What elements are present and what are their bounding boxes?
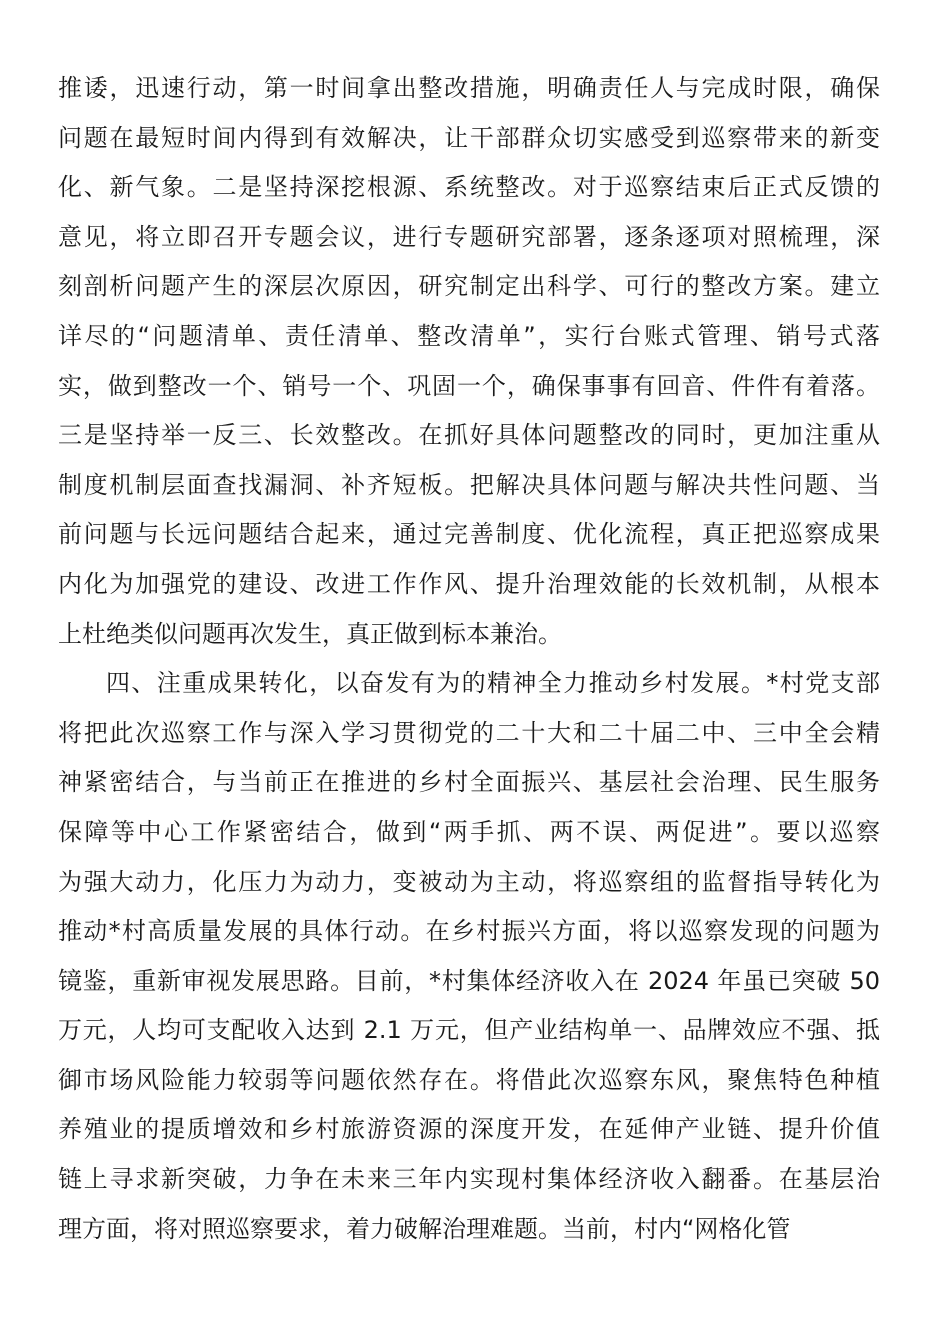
paragraph-rectification bbox=[58, 64, 880, 659]
text-line: 万元，人均可支配收入达到 2.1 万元，但产业结构单一、品牌效应不强、抵 bbox=[58, 1016, 880, 1045]
text-line: 理方面，将对照巡察要求，着力破解治理难题。当前，村内“网格化管 bbox=[58, 1214, 791, 1243]
text-line: 详尽的“问题清单、责任清单、整改清单”，实行台账式管理、销号式落 bbox=[58, 321, 880, 350]
text-line: 三是坚持举一反三、长效整改。在抓好具体问题整改的同时，更加注重从 bbox=[58, 421, 880, 450]
section-heading-line: 四、注重成果转化，以奋发有为的精神全力推动乡村发展。*村党支部 bbox=[106, 669, 880, 698]
text-line: 将把此次巡察工作与深入学习贯彻党的二十大和二十届二中、三中全会精 bbox=[58, 718, 880, 747]
text-line: 上杜绝类似问题再次发生，真正做到标本兼治。 bbox=[58, 619, 562, 648]
paragraph-achievement-transformation bbox=[58, 659, 880, 1254]
text-line: 推动*村高质量发展的具体行动。在乡村振兴方面，将以巡察发现的问题为 bbox=[58, 917, 880, 946]
text-line: 刻剖析问题产生的深层次原因，研究制定出科学、可行的整改方案。建立 bbox=[58, 272, 880, 301]
document-page bbox=[58, 64, 880, 1254]
text-line: 神紧密结合，与当前正在推进的乡村全面振兴、基层社会治理、民生服务 bbox=[58, 768, 880, 797]
text-line: 化、新气象。二是坚持深挖根源、系统整改。对于巡察结束后正式反馈的 bbox=[58, 173, 880, 202]
text-line: 意见，将立即召开专题会议，进行专题研究部署，逐条逐项对照梳理，深 bbox=[58, 222, 880, 251]
text-line: 为强大动力，化压力为动力，变被动为主动，将巡察组的监督指导转化为 bbox=[58, 867, 880, 896]
text-line: 镜鉴，重新审视发展思路。目前，*村集体经济收入在 2024 年虽已突破 50 bbox=[58, 966, 880, 995]
text-line: 养殖业的提质增效和乡村旅游资源的深度开发，在延伸产业链、提升价值 bbox=[58, 1115, 880, 1144]
text-line: 问题在最短时间内得到有效解决，让干部群众切实感受到巡察带来的新变 bbox=[58, 123, 880, 152]
text-line: 制度机制层面查找漏洞、补齐短板。把解决具体问题与解决共性问题、当 bbox=[58, 470, 880, 499]
text-line: 实，做到整改一个、销号一个、巩固一个，确保事事有回音、件件有着落。 bbox=[58, 371, 880, 400]
text-line: 御市场风险能力较弱等问题依然存在。将借此次巡察东风，聚焦特色种植 bbox=[58, 1065, 880, 1094]
text-line: 链上寻求新突破，力争在未来三年内实现村集体经济收入翻番。在基层治 bbox=[58, 1165, 880, 1194]
text-line: 内化为加强党的建设、改进工作作风、提升治理效能的长效机制，从根本 bbox=[58, 569, 880, 598]
text-line: 推诿，迅速行动，第一时间拿出整改措施，明确责任人与完成时限，确保 bbox=[58, 74, 880, 102]
text-line: 保障等中心工作紧密结合，做到“两手抓、两不误、两促进”。要以巡察 bbox=[58, 817, 880, 846]
text-line: 前问题与长远问题结合起来，通过完善制度、优化流程，真正把巡察成果 bbox=[58, 520, 880, 549]
